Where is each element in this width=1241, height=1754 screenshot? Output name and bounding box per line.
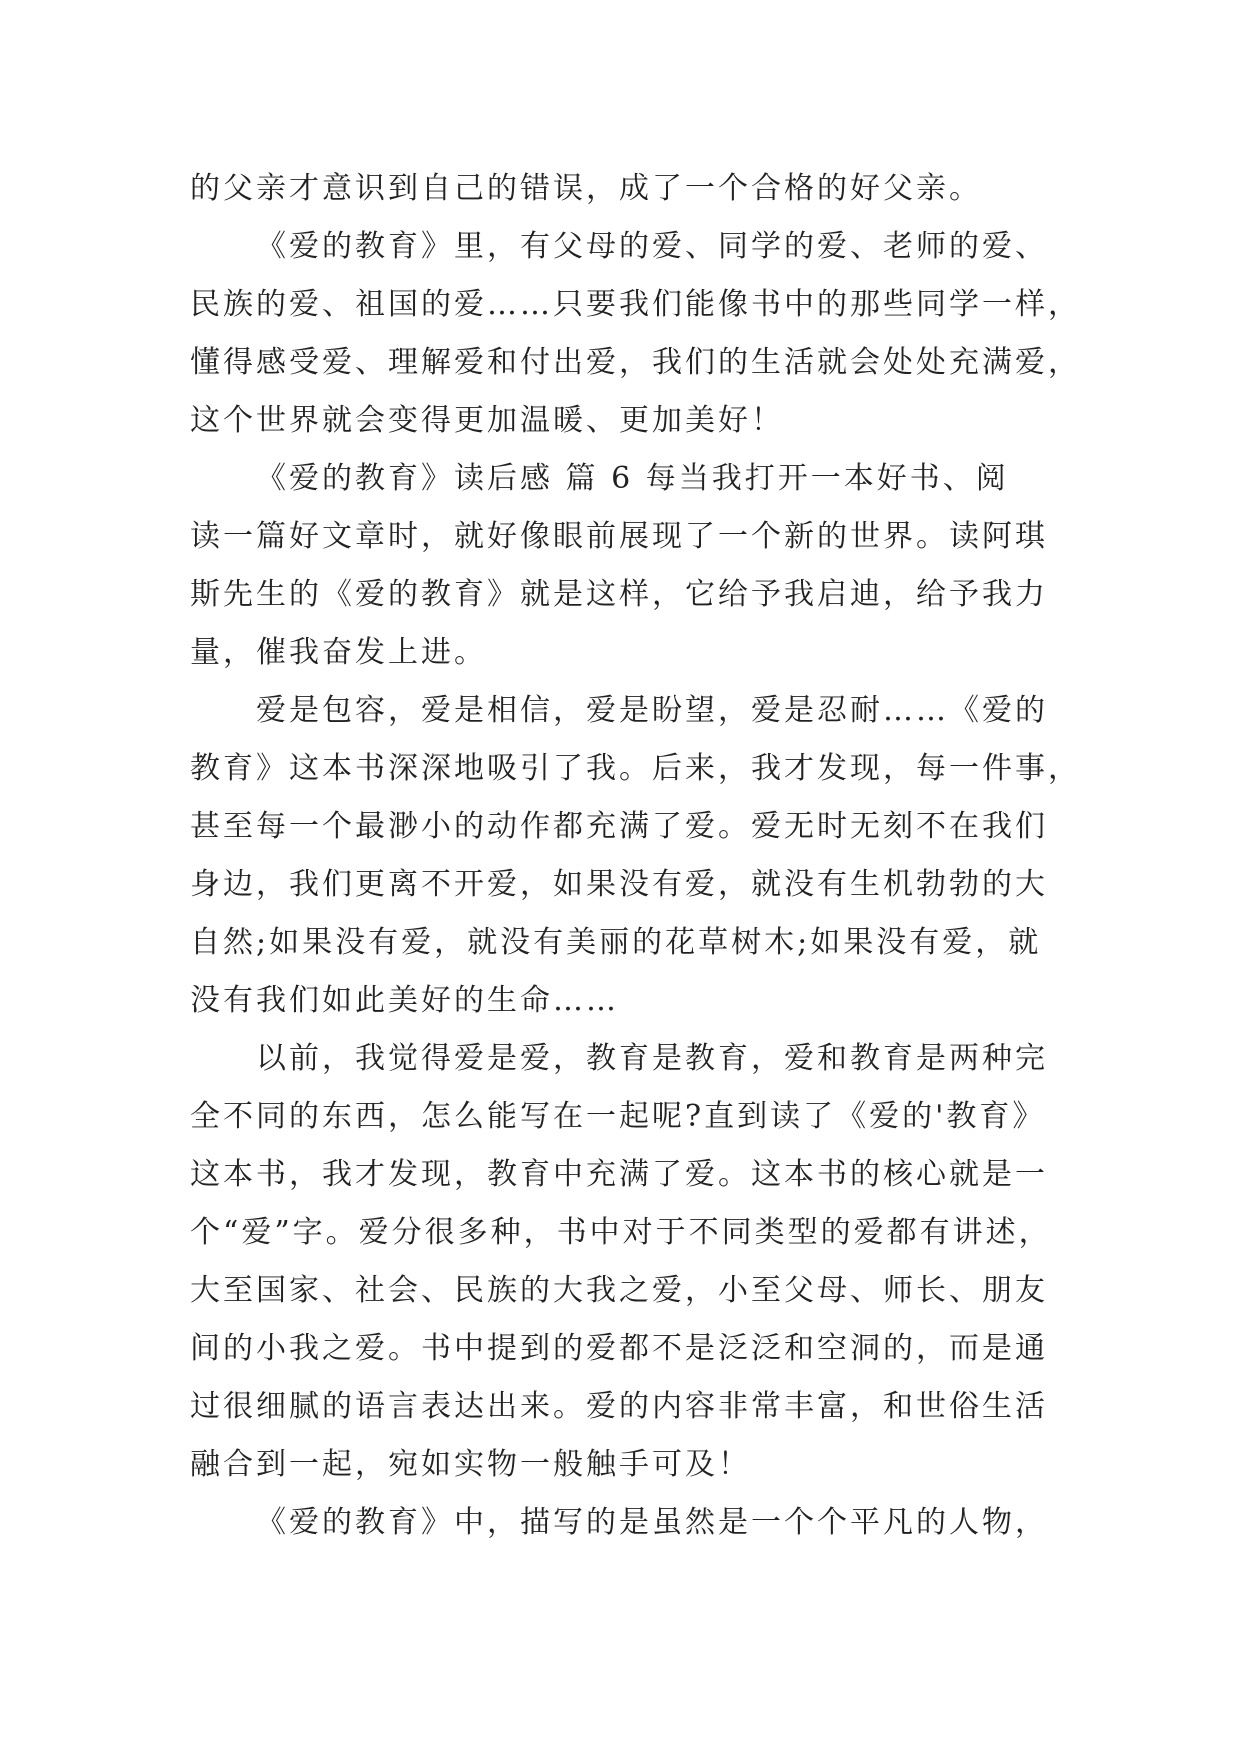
text-line: 自然;如果没有爱，就没有美丽的花草树木;如果没有爱，就 — [190, 925, 1042, 960]
text-line: 《爱的教育》中，描写的是虽然是一个个平凡的人物， — [256, 1505, 1048, 1540]
text-line: 量，催我奋发上进。 — [190, 635, 487, 670]
text-line: 间的小我之爱。书中提到的爱都不是泛泛和空洞的，而是通 — [190, 1331, 1048, 1366]
body-text — [190, 160, 1080, 1552]
text-line: 以前，我觉得爱是爱，教育是教育，爱和教育是两种完 — [256, 1041, 1048, 1076]
text-line: 读一篇好文章时，就好像眼前展现了一个新的世界。读阿琪 — [190, 519, 1048, 554]
text-line: 融合到一起，宛如实物一般触手可及！ — [190, 1447, 751, 1482]
text-line: 过很细腻的语言表达出来。爱的内容非常丰富，和世俗生活 — [190, 1389, 1048, 1424]
text-line: 民族的爱、祖国的爱……只要我们能像书中的那些同学一样， — [190, 287, 1081, 322]
text-line: 教育》这本书深深地吸引了我。后来，我才发现，每一件事， — [190, 751, 1081, 786]
text-line: 甚至每一个最渺小的动作都充满了爱。爱无时无刻不在我们 — [190, 809, 1048, 844]
text-line: 这个世界就会变得更加温暖、更加美好！ — [190, 403, 784, 438]
text-line: 身边，我们更离不开爱，如果没有爱，就没有生机勃勃的大 — [190, 867, 1048, 902]
text-line: 的父亲才意识到自己的错误，成了一个合格的好父亲。 — [190, 171, 982, 206]
text-line: 没有我们如此美好的生命…… — [190, 983, 619, 1018]
text-line: 大至国家、社会、民族的大我之爱，小至父母、师长、朋友 — [190, 1273, 1048, 1308]
text-line: 爱是包容，爱是相信，爱是盼望，爱是忍耐……《爱的 — [256, 693, 1048, 728]
text-line: 全不同的东西，怎么能写在一起呢?直到读了《爱的'教育》 — [190, 1099, 1046, 1134]
section-heading-line: 《爱的教育》读后感 篇 6 每当我打开一本好书、阅 — [256, 461, 1009, 496]
text-line: 懂得感受爱、理解爱和付出爱，我们的生活就会处处充满爱， — [190, 345, 1081, 380]
text-line: 这本书，我才发现，教育中充满了爱。这本书的核心就是一 — [190, 1157, 1048, 1192]
text-line: 个“爱”字。爱分很多种，书中对于不同类型的爱都有讲述， — [190, 1215, 1052, 1250]
text-line: 《爱的教育》里，有父母的爱、同学的爱、老师的爱、 — [256, 229, 1048, 264]
text-line: 斯先生的《爱的教育》就是这样，它给予我启迪，给予我力 — [190, 577, 1048, 612]
